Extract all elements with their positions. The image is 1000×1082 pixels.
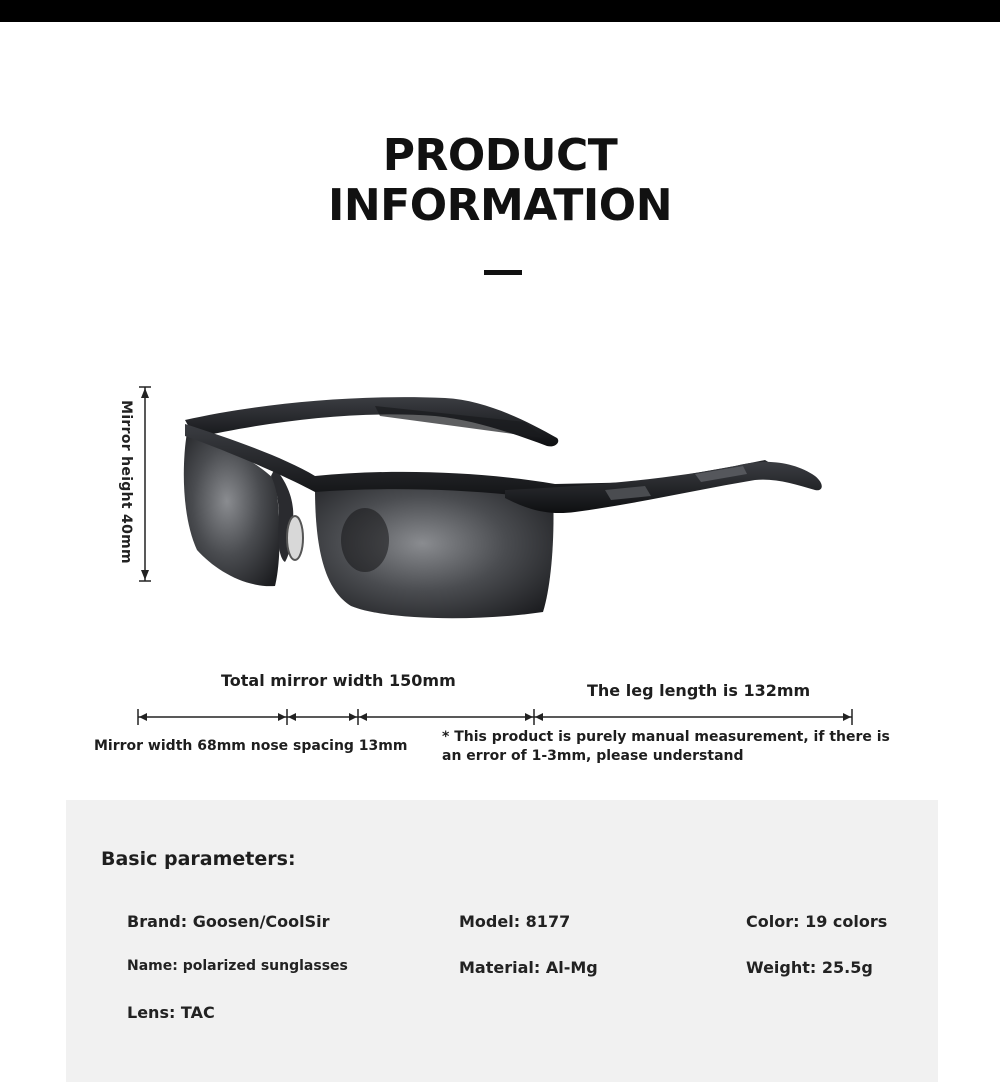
name-value: Name: polarized sunglasses bbox=[127, 958, 348, 974]
measurement-note: * This product is purely manual measurement, if there is an error of 1-3mm, please understand bbox=[442, 729, 890, 764]
material-value: Material: Al-Mg bbox=[459, 958, 598, 977]
width-dimension-arrows-icon bbox=[130, 705, 860, 729]
page-title-line2: INFORMATION bbox=[327, 180, 673, 231]
title-divider bbox=[484, 270, 522, 275]
mirror-nose-label: Mirror width 68mm nose spacing 13mm bbox=[94, 738, 408, 754]
page-title-line1: PRODUCT bbox=[382, 130, 618, 181]
brand-value: Brand: Goosen/CoolSir bbox=[127, 912, 330, 931]
mirror-height-arrow-icon bbox=[135, 386, 155, 582]
color-value: Color: 19 colors bbox=[746, 912, 888, 931]
total-width-label: Total mirror width 150mm bbox=[221, 671, 456, 690]
leg-length-label: The leg length is 132mm bbox=[587, 681, 811, 700]
weight-value: Weight: 25.5g bbox=[746, 958, 873, 977]
top-bar bbox=[0, 0, 1000, 22]
mirror-height-label: Mirror height 40mm bbox=[118, 400, 134, 564]
model-value: Model: 8177 bbox=[459, 912, 571, 931]
lens-value: Lens: TAC bbox=[127, 1003, 215, 1022]
parameters-heading: Basic parameters: bbox=[101, 848, 296, 870]
sunglasses-image bbox=[175, 380, 835, 630]
parameters-panel bbox=[66, 800, 938, 1082]
